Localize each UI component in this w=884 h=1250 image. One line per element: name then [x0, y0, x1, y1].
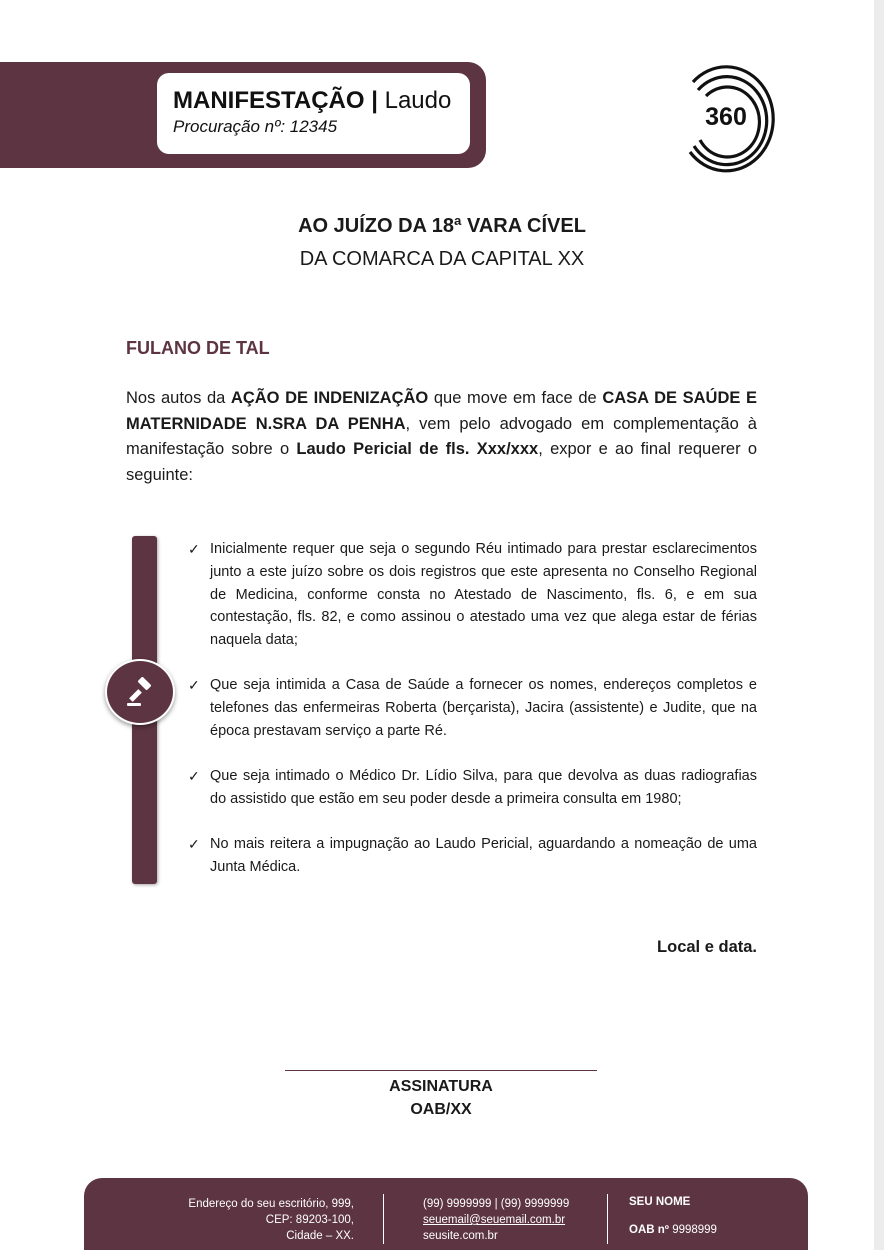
footer-address-line: Endereço do seu escritório, 999, — [188, 1198, 354, 1210]
request-item — [188, 538, 757, 652]
gavel-badge — [105, 659, 175, 725]
footer-oab-number: 9998999 — [672, 1224, 717, 1236]
signature-oab: OAB/XX — [410, 1101, 472, 1118]
check-icon: ✓ — [188, 768, 200, 785]
page-edge — [874, 0, 884, 1250]
court-line-1: AO JUÍZO DA 18ª VARA CÍVEL — [298, 215, 586, 237]
document-title-bold: MANIFESTAÇÃO | — [173, 87, 378, 114]
party-name: FULANO DE TAL — [126, 338, 270, 358]
footer-address — [174, 1196, 354, 1244]
request-item — [188, 833, 757, 879]
logo-text: 360 — [705, 103, 747, 131]
intro-text-3: , vem pelo advogado em complementação à manifestação sobre o — [126, 414, 757, 458]
footer-email-link[interactable]: seuemail@seuemail.com.br — [423, 1214, 566, 1226]
request-item — [188, 765, 757, 811]
signature-line — [285, 1070, 597, 1071]
document-title-box — [157, 73, 470, 154]
intro-bold-report: Laudo Pericial de fls. Xxx/xxx — [296, 440, 539, 458]
check-icon: ✓ — [188, 541, 200, 557]
request-text: Que seja intimado o Médico Dr. Lídio Silva, para que devolva as duas radiografias do assistido que estão em seu poder desde a primeira consulta em 1980; — [210, 768, 757, 808]
court-line-2: DA COMARCA DA CAPITAL XX — [299, 248, 585, 270]
footer-phone: (99) 9999999 | (99) 9999999 — [423, 1198, 570, 1210]
document-title-light: Laudo — [384, 87, 452, 114]
intro-text-4: , expor e ao final requerer o seguinte: — [126, 440, 757, 484]
footer-oab — [629, 1224, 717, 1236]
request-text: Inicialmente requer que seja o segundo Réu intimado para prestar esclarecimentos junto a este juízo sobre os dois registros que este apresenta no Conselho Regional de Medicina, conforme consta no Atestado de Nascimento, fls. 6, e em sua contestação, fls. 82, e como assinou o atestado uma vez que alega estar de férias naquela data; — [210, 541, 757, 649]
intro-bold-defendant: CASA DE SAÚDE E MATERNIDADE N.SRA DA PENHA — [126, 389, 757, 433]
local-date: Local e data. — [657, 938, 757, 956]
footer-site[interactable]: seusite.com.br — [423, 1230, 498, 1242]
footer-divider — [383, 1194, 384, 1244]
footer-address-line: Cidade – XX. — [286, 1230, 354, 1242]
footer-contact — [423, 1196, 569, 1244]
request-text: No mais reitera a impugnação ao Laudo Pericial, aguardando a nomeação de uma Junta Médica. — [210, 836, 757, 876]
footer-oab-label: OAB nº — [629, 1224, 669, 1236]
intro-text-2: que move em face de — [428, 389, 603, 407]
intro-paragraph — [126, 386, 757, 488]
logo-360 — [676, 56, 786, 174]
footer-address-line: CEP: 89203-100, — [265, 1214, 354, 1226]
signature-label: ASSINATURA — [389, 1078, 493, 1095]
check-icon: ✓ — [188, 836, 200, 853]
request-item — [188, 674, 757, 742]
footer-divider — [607, 1194, 608, 1244]
requests-list — [188, 538, 757, 902]
procuration-number: Procuração nº: 12345 — [173, 117, 338, 136]
check-icon: ✓ — [188, 677, 200, 694]
request-text: Que seja intimida a Casa de Saúde a fornecer os nomes, endereços completos e telefones das enfermeiras Roberta (berçarista), Jacira (assistente) e Judite, que na época prestavam serviço a parte Ré. — [210, 677, 757, 740]
intro-text-1: Nos autos da — [126, 389, 231, 407]
footer-band — [84, 1178, 808, 1250]
document-title — [173, 87, 454, 115]
intro-bold-action: AÇÃO DE INDENIZAÇÃO — [230, 389, 429, 407]
gavel-icon — [125, 677, 157, 709]
footer-name: SEU NOME — [629, 1196, 691, 1208]
